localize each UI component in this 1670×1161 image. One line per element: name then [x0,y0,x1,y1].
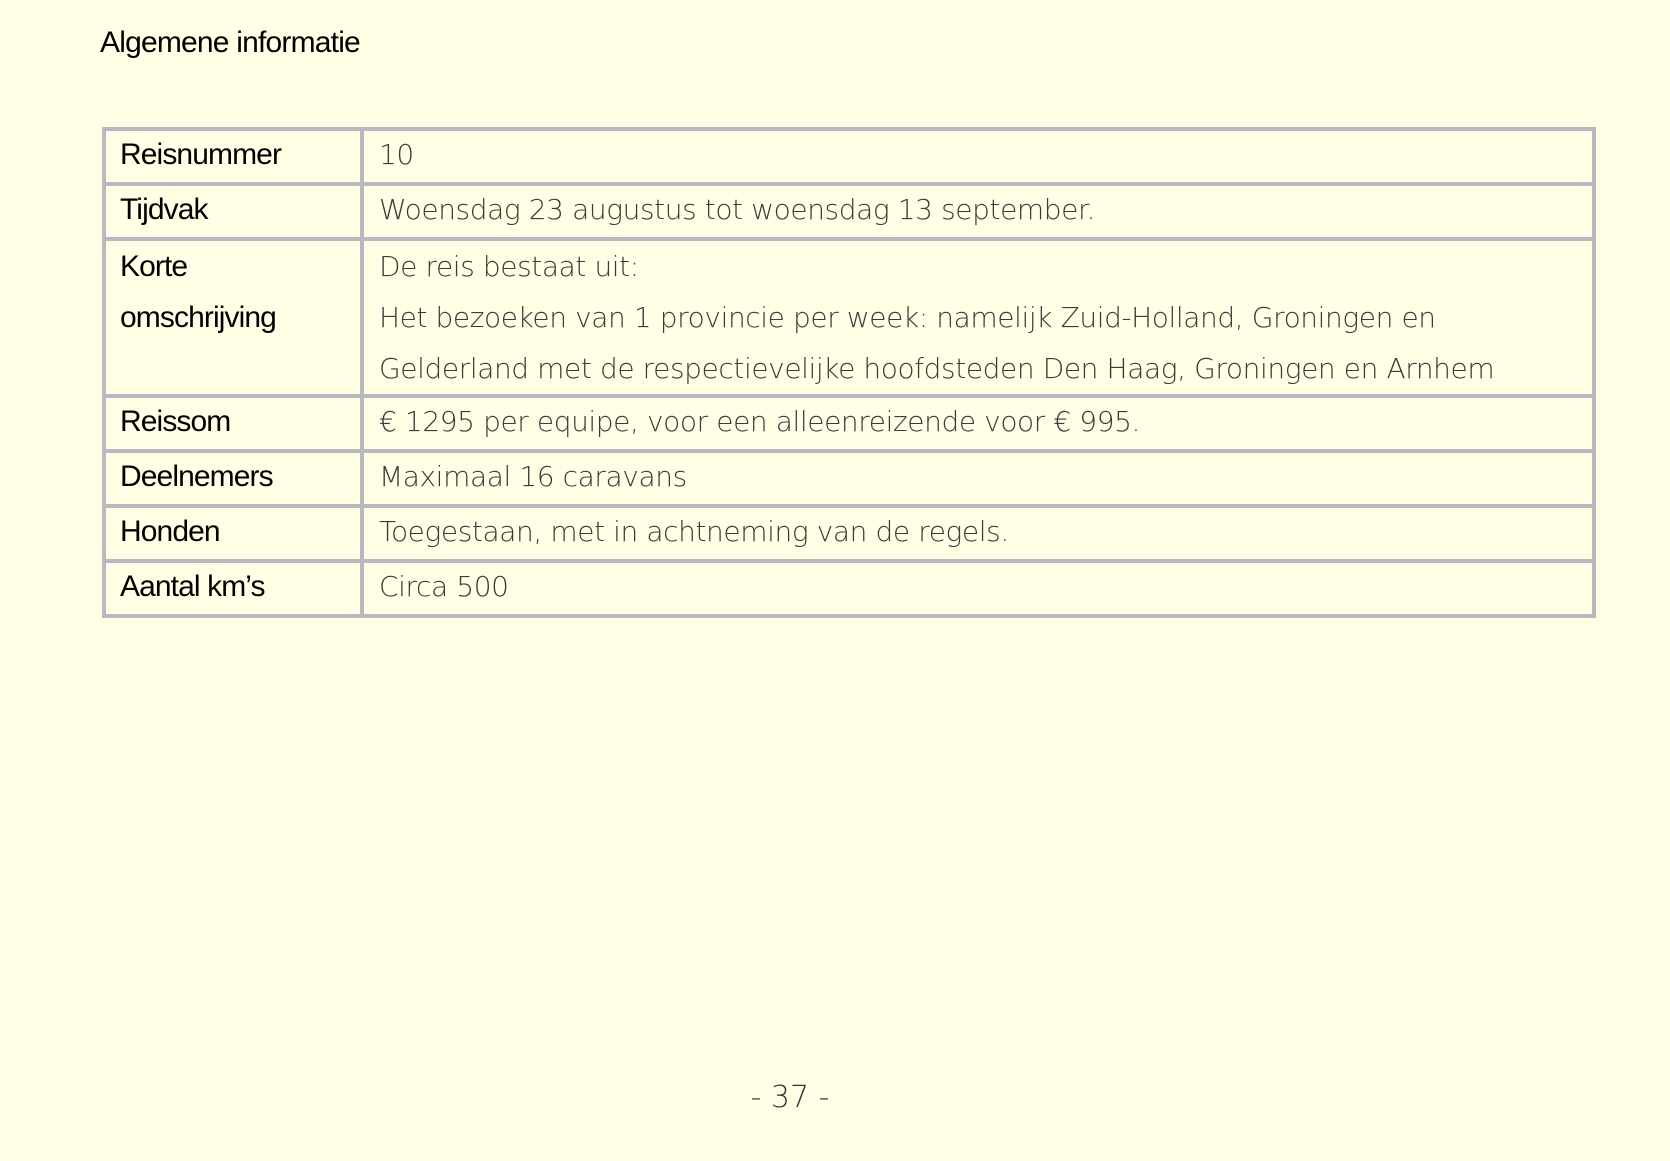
section-title: Algemene informatie [100,26,360,59]
row-value: 10 [362,129,1594,184]
row-label: Reisnummer [104,129,362,184]
row-value-line: De reis bestaat uit: [379,250,639,283]
row-value: Circa 500 [362,561,1594,616]
row-value-line: Het bezoeken van 1 provincie per week: namelijk Zuid-Holland, Groningen en [379,301,1436,334]
row-label [104,239,362,396]
row-label: Reissom [104,396,362,451]
row-value: Maximaal 16 caravans [362,451,1594,506]
table-row-korte-omschrijving [104,239,1594,396]
row-value: Toegestaan, met in achtneming van de regels. [362,506,1594,561]
table-row-deelnemers [104,451,1594,506]
row-value: € 1295 per equipe, voor een alleenreizende voor € 995. [362,396,1594,451]
table-row-reissom [104,396,1594,451]
table-row-tijdvak [104,184,1594,239]
row-label-line: Korte [120,250,188,283]
table-row-honden [104,506,1594,561]
row-label: Aantal km’s [104,561,362,616]
page-number: - 37 - [750,1080,830,1115]
row-label: Tijdvak [104,184,362,239]
table-row-reisnummer [104,129,1594,184]
table-row-aantal-kms [104,561,1594,616]
row-label: Honden [104,506,362,561]
row-label-line: omschrijving [120,301,276,334]
row-label: Deelnemers [104,451,362,506]
row-value: Woensdag 23 augustus tot woensdag 13 september. [362,184,1594,239]
row-value-line: Gelderland met de respectievelijke hoofdsteden Den Haag, Groningen en Arnhem [379,352,1495,385]
trip-info-table [102,127,1596,618]
row-value [362,239,1594,396]
